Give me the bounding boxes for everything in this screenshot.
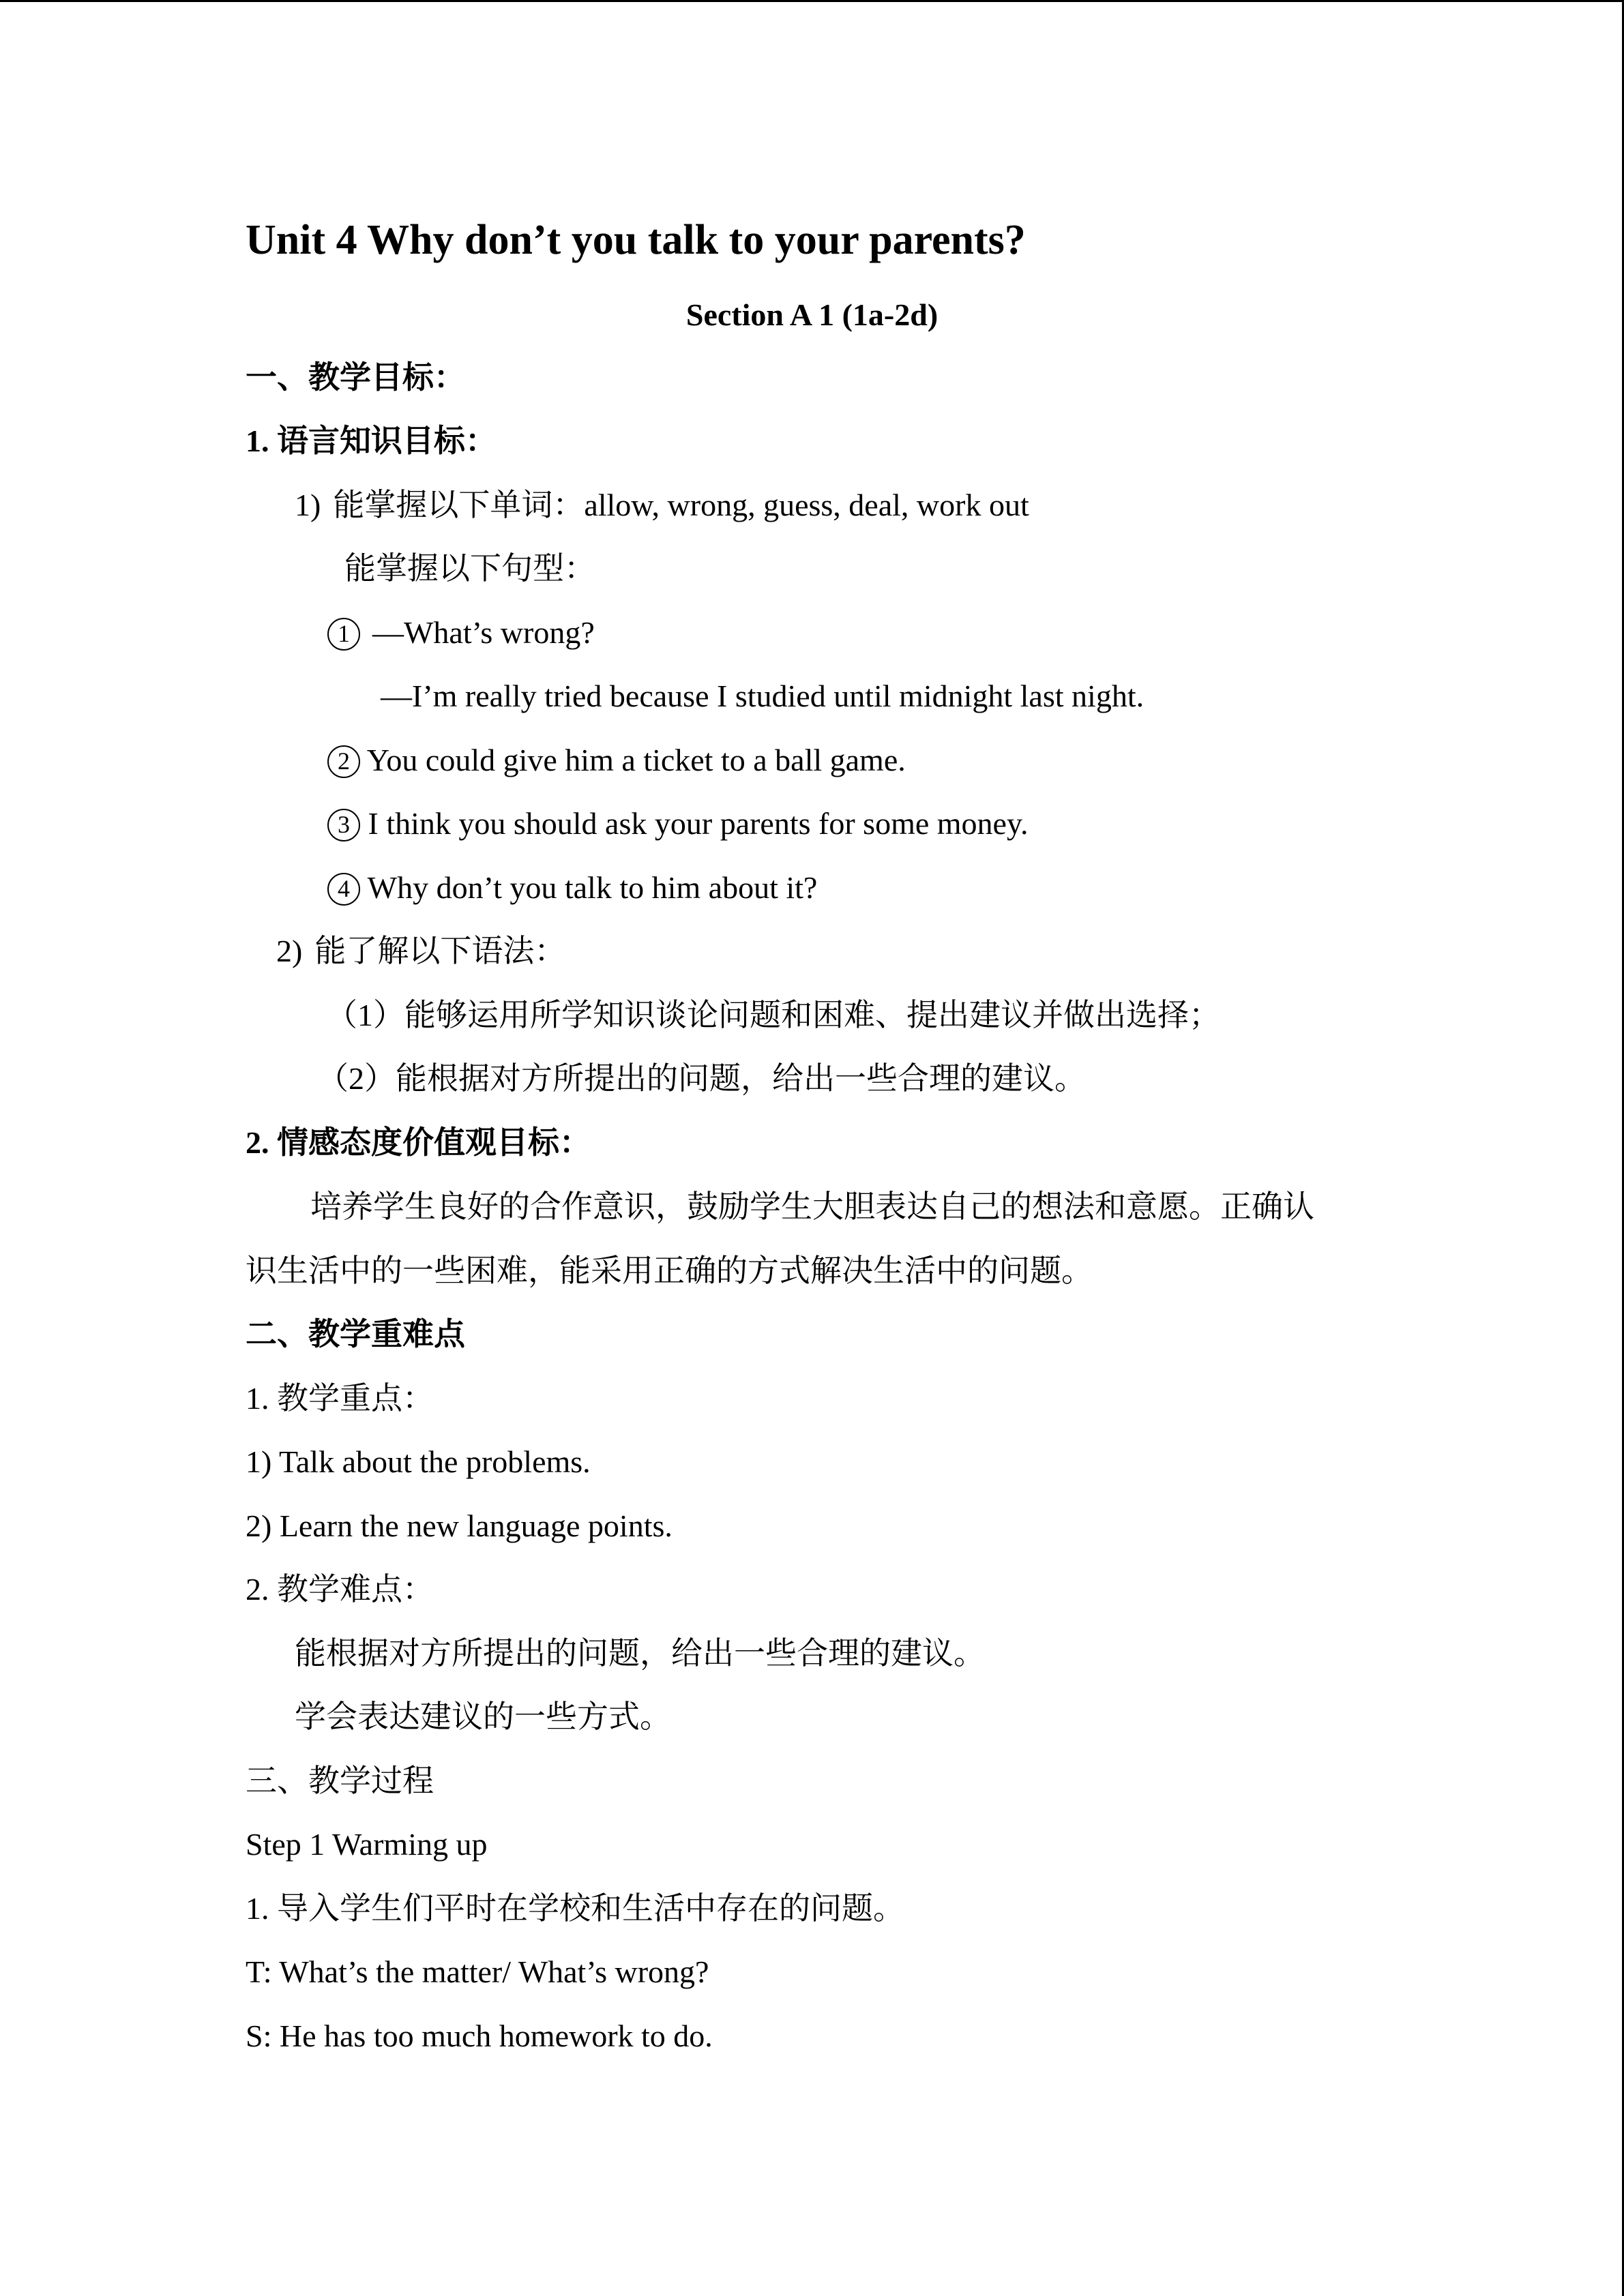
circled-number: 4 <box>327 873 360 906</box>
emotion-paragraph-line-2: 识生活中的一些困难，能采用正确的方式解决生活中的问题。 <box>246 1253 1093 1288</box>
circled-number: 2 <box>327 745 360 778</box>
sentence-2 <box>327 740 906 781</box>
section-1-heading: 一、教学目标： <box>246 360 465 395</box>
grammar-number: 2) <box>276 934 303 968</box>
teacher-line: T: What’s the matter/ What’s wrong? <box>246 1954 709 1989</box>
section-2-heading: 二、教学重难点 <box>246 1317 465 1352</box>
grammar-item-2: （2）能根据对方所提出的问题，给出一些合理的建议。 <box>317 1061 1086 1096</box>
grammar-item-1: （1）能够运用所学知识谈论问题和困难、提出建议并做出选择； <box>326 998 1220 1032</box>
grammar-text: 能了解以下语法： <box>314 934 566 968</box>
circled-number: 1 <box>327 618 360 651</box>
language-goals-heading: 1. 语言知识目标： <box>246 423 497 458</box>
vocab-number: 1) <box>295 488 321 522</box>
step-1-heading: Step 1 Warming up <box>246 1827 488 1862</box>
step-1-item-1: 1. 导入学生们平时在学校和生活中存在的问题。 <box>246 1891 904 1926</box>
key-point-1: 1) Talk about the problems. <box>246 1444 591 1479</box>
key-point-2: 2) Learn the new language points. <box>246 1508 673 1543</box>
vocab-line <box>295 485 1029 526</box>
page-title: Unit 4 Why don’t you talk to your parents? <box>246 217 1026 263</box>
sentence-text: —What’s wrong? <box>372 615 595 650</box>
sentence-1-reply: —I’m really tried because I studied until midnight last night. <box>381 679 1145 713</box>
sentence-text: Why don’t you talk to him about it? <box>367 870 818 905</box>
vocab-text: 能掌握以下单词：allow, wrong, guess, deal, work out <box>333 488 1029 522</box>
difficulty-heading: 2. 教学难点： <box>246 1572 434 1607</box>
emotion-paragraph-line-1: 培养学生良好的合作意识，鼓励学生大胆表达自己的想法和意愿。正确认 <box>310 1189 1314 1224</box>
sentence-4 <box>327 867 817 908</box>
grammar-line <box>276 931 565 972</box>
pattern-intro: 能掌握以下句型： <box>344 551 595 586</box>
sentence-text: You could give him a ticket to a ball game. <box>366 743 906 777</box>
key-points-heading: 1. 教学重点： <box>246 1381 434 1416</box>
section-3-heading: 三、教学过程 <box>246 1763 434 1798</box>
sentence-3 <box>327 803 1028 844</box>
student-line: S: He has too much homework to do. <box>246 2018 713 2053</box>
emotion-goals-heading: 2. 情感态度价值观目标： <box>246 1125 591 1160</box>
difficulty-1: 能根据对方所提出的问题，给出一些合理的建议。 <box>295 1636 985 1671</box>
circled-number: 3 <box>327 809 360 841</box>
section-subtitle: Section A 1 (1a-2d) <box>685 297 939 332</box>
top-border <box>0 0 1624 2</box>
sentence-text: I think you should ask your parents for some money. <box>368 806 1029 841</box>
difficulty-2: 学会表达建议的一些方式。 <box>295 1699 671 1734</box>
sentence-1 <box>327 612 595 653</box>
